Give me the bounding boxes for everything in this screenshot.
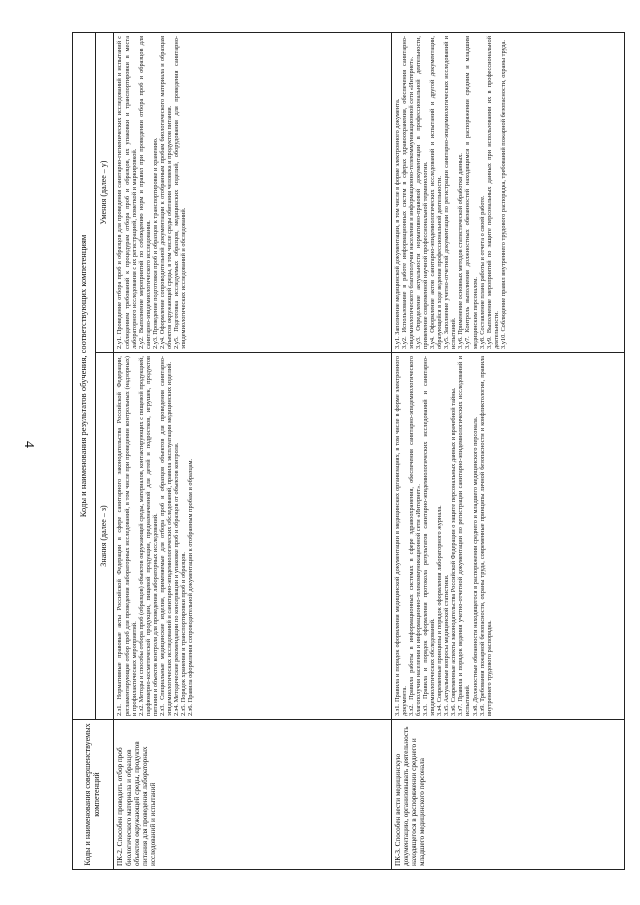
page-number: 4 xyxy=(21,441,36,448)
skill-item: 3.у5. Заполнение учетно-отчетной документации по регистрации санитарно-эпидемиологических исследований и испытаний. xyxy=(443,35,458,349)
skill-item: 3.у1. Заполнение медицинской документации, в том числе в форме электронного документа. xyxy=(393,98,401,349)
knowledge-item: 3.з9. Требования пожарной безопасности, охраны труда, современные принципы личной безопасности и конфликтологии, правила внутреннего трудового распорядка. xyxy=(478,356,493,716)
table-row xyxy=(114,32,391,869)
header-knowledge: Знания (далее – з) xyxy=(95,353,114,720)
competency-cell: ПК-3. Способен вести медицинскую документацию, организовывать деятельность находящегося в распоряжении среднего и младшего медицинского персонала xyxy=(391,720,624,870)
knowledge-item: 2.з1. Нормативные правовые акты Российской Федерации в сфере санитарного законодательства Российской Федерации, регламентирующие отбор проб для проведения лабораторных исследований, в том числе при проведении контрольных (надзорных) и профилактических мероприятий. xyxy=(116,356,138,716)
skill-item: 3.у10. Соблюдение правил внутреннего трудового распорядка, требований пожарной безопасности, охраны труда. xyxy=(499,40,507,349)
competency-table xyxy=(72,32,625,870)
knowledge-item: 2.з5. Порядок хранения и транспортировки проб и образцов. xyxy=(180,551,188,716)
skill-item: 3.у6. Применение основных методов статистической обработки данных. xyxy=(457,152,465,349)
competency-cell: ПК-2. Способен проводить отбор проб биологического материала и образцов объектов окружающей среды, продуктов питания для проведения лабораторных исследований и испытаний xyxy=(114,720,391,870)
skills-cell xyxy=(114,32,391,352)
knowledge-item: 3.з8. Должностные обязанности находящегося в распоряжении среднего и младшего медицинского персонала. xyxy=(471,416,479,716)
knowledge-item: 2.з4. Методические рекомендации по консервации и упаковке проб и образцов от объектов контроля. xyxy=(173,442,181,716)
skills-cell xyxy=(391,32,624,352)
knowledge-item: 3.з2. Правила работы в информационных системах в сфере здравоохранения, обеспечения санитарно-эпидемиологического благополучия населения и информационно-телекоммуникационной сети «Интернет». xyxy=(407,356,422,716)
knowledge-item: 3.з5. Актуальные вопросы медицинской статистики. xyxy=(443,574,451,716)
knowledge-item: 2.з6. Правила оформления сопроводительной документации к отобранным пробам и образцам. xyxy=(187,458,195,716)
table-row xyxy=(391,32,624,869)
header-skills: Умения (далее – у) xyxy=(95,32,114,352)
knowledge-item: 3.з6. Современные аспекты законодательства Российской Федерации о защите персональных данных и врачебной тайны. xyxy=(450,387,458,716)
skill-item: 3.у7. Контроль выполнения должностных обязанностей находящимся в распоряжении средним и младшим медицинским персоналом. xyxy=(464,35,479,349)
knowledge-cell xyxy=(114,353,391,720)
knowledge-item: 3.з1. Правила и порядок оформления медицинской документации в медицинских организациях, в том числе в форме электронного документа. xyxy=(393,356,408,716)
knowledge-item: 3.з4. Современные принципы и порядок оформления лабораторного журнала. xyxy=(436,505,444,716)
knowledge-item: 2.з2. Методы и способы отбора проб (образцов) объектов окружающей среды, материалов, контактирующих с пищевой продукцией, парфюмерно-косметической продукции, пищевой продукции, предназначенной для детей и подростков, игрушек, продуктов питания и объектов контроля для проведения лабораторных исследований. xyxy=(137,356,159,716)
skill-item: 2.у3. Проведение подготовки проб и образцов к транспортировке и хранению. xyxy=(151,137,159,349)
knowledge-item: 3.з3. Правила и порядок оформления протокола результатов санитарно-эпидемиологических исследований и санитарно-эпидемиологических обследований. xyxy=(421,356,436,716)
skill-item: 2.у1. Проведение отбора проб и образцов для проведения санитарно-гигиенических исследований и испытаний с соблюдением требований к процедурам отбора проб и образцов, их упаковки и транспортировки в места лабораторного исследования с их регистрацией, пометкой и маркировкой. xyxy=(116,35,138,349)
skill-item: 3.у3. Определение актуальности нормативно-правовой документации в профессиональной деятельности, применение современной научной профессиональной терминологии. xyxy=(414,35,429,349)
skill-item: 3.у4. Оформление актов санитарно-эпидемиологических исследований и испытаний и другой документации, образующейся в ходе ведения профессиональной деятельности. xyxy=(428,35,444,349)
rotated-table-wrapper xyxy=(72,33,625,870)
knowledge-item: 2.з3. Специальные медицинские изделия, применяемые для отбора проб и образцов объектов для проведения санитарно-эпидемиологических исследований и санитарно-эпидемиологических обследований, правила эксплуатации медицинских изделий. xyxy=(159,356,174,716)
skill-item: 2.у2. Выполнение мероприятий по соблюдению норм и правил при проведении отбора проб и образцов для санитарно-эпидемиологического исследования. xyxy=(137,35,152,349)
header-learning-outcomes: Коды и наименования результатов обучения, соответствующих компетенциям xyxy=(73,32,96,719)
skill-item: 3.у9. Выполнение мероприятий по защите персональных данных при использовании их в профессиональной деятельности. xyxy=(485,35,500,349)
knowledge-item: 3.з7. Правила и порядок ведения учетно-отчетной документации по регистрации санитарно-эпидемиологических исследований и испытаний. xyxy=(457,356,472,716)
skill-item: 2.у4. Оформление сопроводительной документации к отобранным пробам биологического материала и образцам объектов окружающей среды, в том числе среды обитания человека и продуктов питания. xyxy=(159,35,174,349)
skill-item: 3.у8. Составление плана работы и отчета о своей работе. xyxy=(478,195,486,349)
knowledge-cell xyxy=(391,353,624,720)
skill-item: 3.у2. Использование в работе информационных систем в сферах здравоохранения, обеспечения санитарно-эпидемиологического благополучия населения и информационно-телекоммуникационной сети «Интернет». xyxy=(400,35,415,349)
header-competencies: Коды и наименования совершенствуемых компетенций xyxy=(73,720,114,870)
skill-item: 2.у5. Подготовка исследуемых образцов, медицинских изделий, оборудования для проведения санитарно-эпидемиологических исследований и обследований. xyxy=(173,35,188,349)
